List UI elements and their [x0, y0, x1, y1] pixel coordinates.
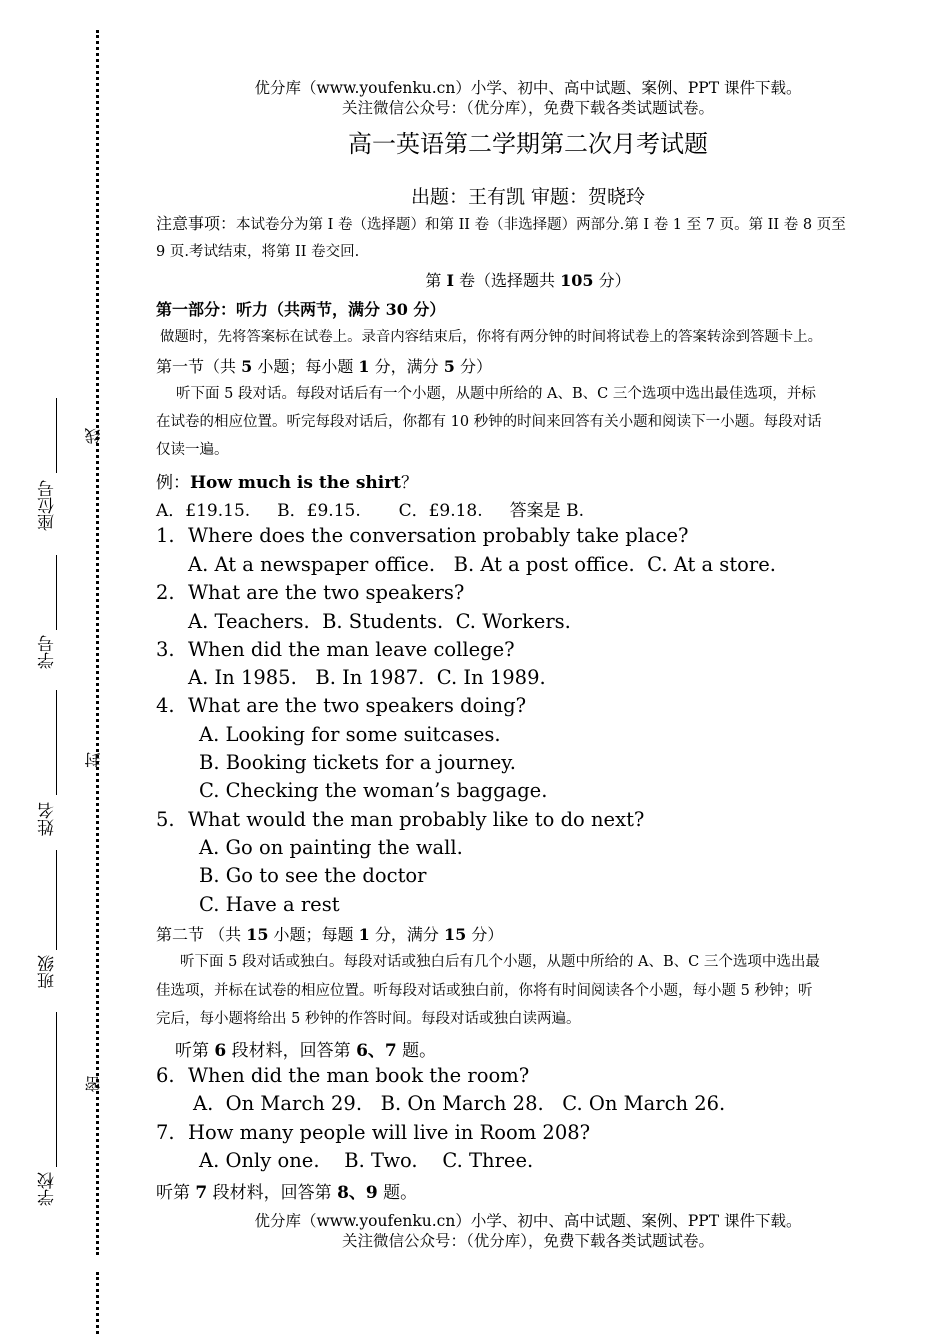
section1-each: 1: [358, 357, 370, 376]
section2-each: 1: [358, 925, 370, 944]
question-number: 7.: [156, 1121, 175, 1144]
question-7: [156, 1121, 590, 1144]
page-title: 高一英语第二学期第二次月考试题: [348, 130, 708, 158]
question-4-option-a: A. Looking for some suitcases.: [199, 723, 501, 746]
volume-pre: 第: [425, 271, 447, 290]
question-5-option-a: A. Go on painting the wall.: [199, 836, 463, 859]
part1-instructions: 做题时，先将答案标在试卷上。录音内容结束后，你将有两分钟的时间将试卷上的答案转涂到答题卡上。: [160, 329, 822, 345]
seal-char-line: 线: [84, 428, 103, 444]
question-text: What would the man probably like to do next?: [188, 808, 645, 831]
section1-total: 5: [443, 357, 455, 376]
section1-head-b: 小题；每小题: [252, 357, 359, 376]
section2-instr-2: 佳选项，并标在试卷的相应位置。听每段对话或独白前，你将有时间阅读各个小题，每小题 5 秒钟；听: [156, 983, 813, 999]
number-field-line[interactable]: [56, 555, 57, 630]
number-label: 学号: [38, 635, 58, 669]
question-3: [156, 638, 515, 661]
notice-line-1: [156, 210, 846, 239]
section2-total: 15: [443, 925, 467, 944]
question-text: What are the two speakers doing?: [188, 694, 527, 717]
question-6-options: A. On March 29. B. On March 28. C. On March 26.: [193, 1092, 726, 1115]
section1-head-d: 分）: [454, 357, 492, 376]
school-field-line[interactable]: [56, 1012, 57, 1167]
section2-head-d: 分）: [466, 925, 504, 944]
question-5: [156, 808, 644, 831]
question-number: 1.: [156, 524, 175, 547]
header-line-2: 关注微信公众号：（优分库），免费下载各类试题试卷。: [341, 99, 714, 117]
section1-instr-2: 在试卷的相应位置。听完每段对话后，你都有 10 秒钟的时间来回答有关小题和阅读下一小题。每段对话: [156, 414, 822, 430]
class-label: 班级: [38, 955, 58, 989]
question-text: When did the man book the room?: [188, 1064, 530, 1087]
notice-label: 注意事项：: [156, 214, 237, 233]
authors: 出题：王有凯 审题：贺晓玲: [410, 186, 646, 208]
question-number: 3.: [156, 638, 175, 661]
school-label: 学校: [38, 1172, 58, 1206]
part1-title: 第一部分：听力（共两节，满分 30 分）: [156, 300, 446, 319]
name-label: 姓名: [38, 802, 58, 836]
section1-instr-3: 仅读一遍。: [156, 442, 229, 458]
question-1-options: A. At a newspaper office. B. At a post office. C. At a store.: [188, 553, 776, 576]
material-6-a: 听第: [175, 1041, 215, 1061]
volume-post: 分）: [593, 271, 631, 290]
question-text: How many people will live in Room 208?: [188, 1121, 591, 1144]
section2-head-a: 第二节 （共: [156, 925, 247, 944]
question-4-option-c: C. Checking the woman’s baggage.: [199, 779, 548, 802]
seat-label: 座位号: [38, 480, 58, 531]
material-6-number: 6: [214, 1041, 227, 1061]
question-number: 4.: [156, 694, 175, 717]
header-line-1: 优分库（www.youfenku.cn）小学、初中、高中试题、案例、PPT 课件下载。: [254, 79, 802, 97]
question-2-options: A. Teachers. B. Students. C. Workers.: [188, 610, 571, 633]
example-mark: ？: [401, 473, 419, 493]
section1-instr-1: 听下面 5 段对话。每段对话后有一个小题，从题中所给的 A、B、C 三个选项中选出最佳选项，并标: [176, 386, 816, 402]
material-7-heading: [156, 1178, 417, 1203]
material-6-heading: [175, 1036, 436, 1061]
seal-char-secret: 密: [84, 1076, 103, 1092]
question-2: [156, 581, 464, 604]
question-number: 2.: [156, 581, 175, 604]
seal-char-seal: 封: [84, 752, 103, 768]
question-5-option-c: C. Have a rest: [199, 893, 340, 916]
material-6-c: 题。: [396, 1041, 437, 1061]
material-6-b: 段材料，回答第: [226, 1041, 357, 1061]
footer-line-2: 关注微信公众号：（优分库），免费下载各类试题试卷。: [341, 1232, 714, 1250]
section1-count: 5: [241, 357, 253, 376]
material-7-a: 听第: [156, 1183, 196, 1203]
question-4-option-b: B. Booking tickets for a journey.: [199, 751, 516, 774]
example-label: 例：: [156, 473, 190, 493]
volume-heading: [150, 268, 906, 291]
notice-text-1: 本试卷分为第 I 卷（选择题）和第 II 卷（非选择题）两部分.第 I 卷 1 至 7 页。第 II 卷 8 页至: [236, 217, 846, 233]
section2-instr-3: 完后，每小题将给出 5 秒钟的作答时间。每段对话或独白读两遍。: [156, 1011, 581, 1027]
section2-heading: [156, 922, 503, 945]
section1-head-a: 第一节（共: [156, 357, 242, 376]
section2-head-b: 小题；每题: [268, 925, 359, 944]
question-number: 5.: [156, 808, 175, 831]
question-1: [156, 524, 688, 547]
question-text: When did the man leave college?: [188, 638, 515, 661]
example-question: How much is the shirt: [190, 473, 402, 493]
question-7-options: A. Only one. B. Two. C. Three.: [199, 1149, 534, 1172]
question-number: 6.: [156, 1064, 175, 1087]
section2-count: 15: [246, 925, 269, 944]
material-7-c: 题。: [377, 1183, 418, 1203]
question-6: [156, 1064, 529, 1087]
material-7-b: 段材料，回答第: [207, 1183, 338, 1203]
question-3-options: A. In 1985. B. In 1987. C. In 1989.: [188, 666, 546, 689]
section2-instr-1: 听下面 5 段对话或独白。每段对话或独白后有几个小题，从题中所给的 A、B、C 三个选项中选出最: [180, 954, 820, 970]
section1-heading: [156, 354, 492, 377]
section2-head-c: 分，满分: [369, 925, 444, 944]
question-5-option-b: B. Go to see the doctor: [199, 864, 427, 887]
volume-score: 105: [560, 271, 594, 290]
volume-mid: 卷（选择题共: [453, 271, 561, 290]
seat-field-line[interactable]: [56, 398, 57, 473]
binding-dotted-line-upper: [96, 30, 99, 1255]
question-text: What are the two speakers?: [188, 581, 465, 604]
material-7-number: 7: [195, 1183, 208, 1203]
question-text: Where does the conversation probably take place?: [188, 524, 689, 547]
footer-line-1: 优分库（www.youfenku.cn）小学、初中、高中试题、案例、PPT 课件下载。: [254, 1212, 802, 1230]
material-7-questions: 8、9: [337, 1183, 378, 1203]
material-6-questions: 6、7: [356, 1041, 397, 1061]
example-line: [156, 468, 418, 493]
notice-line-2: 9 页.考试结束，将第 II 卷交回.: [156, 244, 360, 260]
example-options: A．£19.15. B．£9.15. C．£9.18. 答案是 B.: [156, 501, 584, 521]
section1-head-c: 分，满分: [369, 357, 444, 376]
volume-roman: I: [446, 271, 454, 290]
question-4: [156, 694, 526, 717]
name-field-line[interactable]: [56, 690, 57, 795]
binding-dotted-line-lower: [96, 1272, 99, 1334]
class-field-line[interactable]: [56, 850, 57, 950]
